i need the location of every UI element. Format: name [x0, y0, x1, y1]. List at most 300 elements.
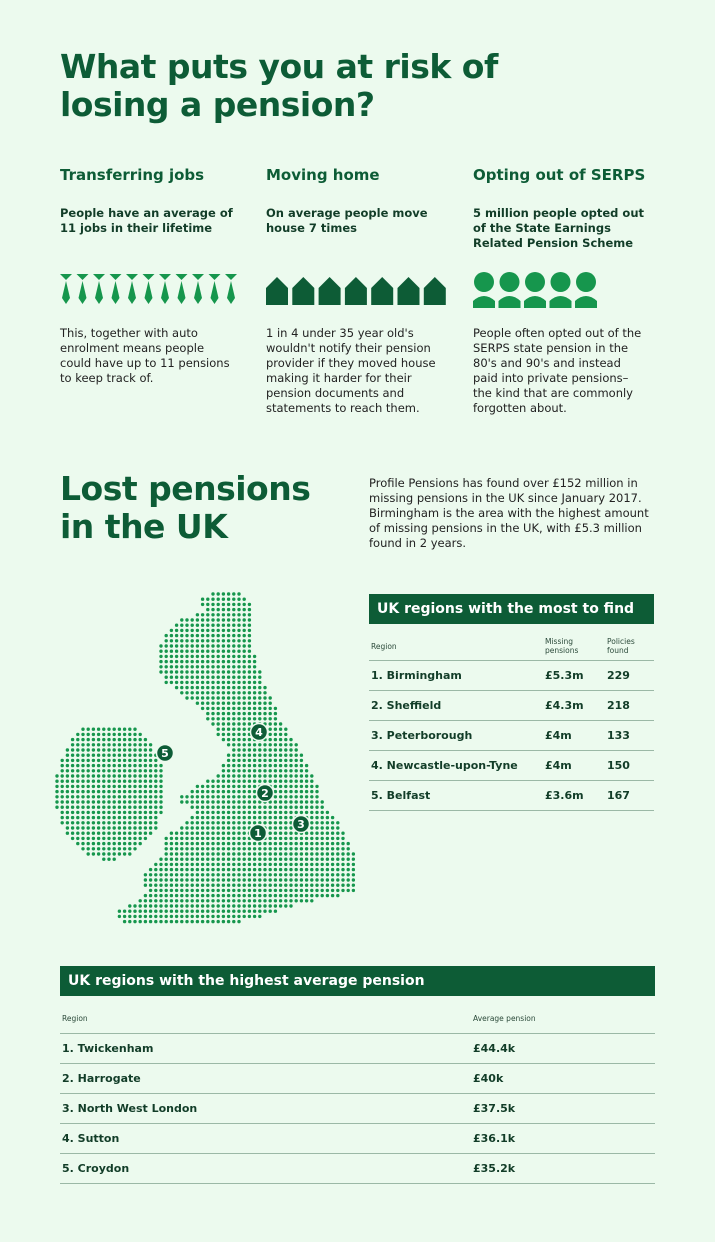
map-dot: [185, 894, 188, 897]
map-dot: [118, 821, 121, 824]
map-dot: [305, 785, 308, 788]
map-dot: [144, 904, 147, 907]
map-dot: [76, 764, 79, 767]
map-dot: [284, 759, 287, 762]
map-dot: [191, 858, 194, 861]
map-dot: [113, 832, 116, 835]
map-dot: [87, 837, 90, 840]
map-dot: [211, 603, 214, 606]
map-dot: [81, 764, 84, 767]
map-dot: [118, 738, 121, 741]
map-dot: [321, 826, 324, 829]
map-dot: [279, 816, 282, 819]
map-dot: [211, 800, 214, 803]
map-dot: [289, 889, 292, 892]
risk-stat: People have an average of 11 jobs in their lifetime: [60, 206, 233, 235]
map-dot: [71, 800, 74, 803]
map-dot: [237, 608, 240, 611]
map-dot: [248, 868, 251, 871]
map-dot: [263, 759, 266, 762]
map-dot: [274, 754, 277, 757]
map-dot: [154, 774, 157, 777]
map-dot: [217, 717, 220, 720]
map-dot: [279, 738, 282, 741]
policies-value: 229: [607, 669, 630, 682]
map-dot: [139, 795, 142, 798]
map-dot: [87, 780, 90, 783]
map-dot: [206, 624, 209, 627]
map-dot: [133, 920, 136, 923]
map-dot: [227, 696, 230, 699]
map-dot: [139, 904, 142, 907]
map-dot: [253, 743, 256, 746]
map-dot: [326, 821, 329, 824]
map-dot: [201, 837, 204, 840]
map-dot: [211, 598, 214, 601]
map-dot: [165, 884, 168, 887]
map-dot: [113, 847, 116, 850]
map-dot: [331, 852, 334, 855]
map-dot: [253, 702, 256, 705]
map-dot: [237, 748, 240, 751]
map-dot: [274, 873, 277, 876]
map-dot: [253, 681, 256, 684]
map-dot: [331, 816, 334, 819]
map-dot: [237, 884, 240, 887]
marker-label: 2: [261, 787, 269, 800]
region-name: 5. Croydon: [62, 1162, 130, 1175]
map-dot: [87, 790, 90, 793]
map-dot: [289, 759, 292, 762]
tie-icon: [60, 274, 72, 304]
map-dot: [217, 910, 220, 913]
map-dot: [133, 769, 136, 772]
map-dot: [289, 806, 292, 809]
map-dot: [263, 702, 266, 705]
map-dot: [175, 670, 178, 673]
map-dot: [107, 790, 110, 793]
map-dot: [201, 660, 204, 663]
map-dot: [279, 759, 282, 762]
map-dot: [279, 795, 282, 798]
map-dot: [222, 821, 225, 824]
map-dot: [139, 743, 142, 746]
map-dot: [274, 832, 277, 835]
map-dot: [258, 759, 261, 762]
map-dot: [269, 816, 272, 819]
map-dot: [66, 826, 69, 829]
map-dot: [284, 832, 287, 835]
map-dot: [217, 884, 220, 887]
person-icon: [575, 272, 597, 308]
map-dot: [232, 821, 235, 824]
map-dot: [248, 660, 251, 663]
map-dot: [243, 743, 246, 746]
col-region: Region: [371, 642, 397, 651]
map-dot: [149, 806, 152, 809]
map-dot: [269, 733, 272, 736]
map-dot: [139, 754, 142, 757]
map-dot: [300, 759, 303, 762]
map-dot: [232, 707, 235, 710]
house-icon: [424, 277, 446, 305]
map-dot: [123, 769, 126, 772]
map-dot: [263, 691, 266, 694]
map-dot: [222, 603, 225, 606]
map-dot: [118, 728, 121, 731]
map-dot: [227, 915, 230, 918]
map-dot: [149, 769, 152, 772]
map-dot: [123, 910, 126, 913]
map-dot: [248, 884, 251, 887]
map-dot: [326, 868, 329, 871]
map-dot: [237, 811, 240, 814]
map-dot: [185, 904, 188, 907]
map-dot: [201, 650, 204, 653]
map-dot: [284, 800, 287, 803]
map-dot: [154, 899, 157, 902]
table-row: [60, 1154, 655, 1184]
map-dot: [279, 863, 282, 866]
map-dot: [123, 842, 126, 845]
map-dot: [185, 665, 188, 668]
map-dot: [232, 837, 235, 840]
map-dot: [165, 858, 168, 861]
map-dot: [92, 759, 95, 762]
map-dot: [180, 681, 183, 684]
map-dot: [237, 717, 240, 720]
map-dot: [196, 884, 199, 887]
map-dot: [128, 837, 131, 840]
map-dot: [274, 712, 277, 715]
map-dot: [185, 837, 188, 840]
map-dot: [87, 806, 90, 809]
map-dot: [232, 634, 235, 637]
map-dot: [55, 806, 58, 809]
map-dot: [154, 868, 157, 871]
map-dot: [222, 712, 225, 715]
map-dot: [81, 847, 84, 850]
map-dot: [274, 910, 277, 913]
map-dot: [211, 629, 214, 632]
map-dot: [185, 686, 188, 689]
map-dot: [243, 639, 246, 642]
map-dot: [341, 884, 344, 887]
map-dot: [295, 769, 298, 772]
map-dot: [263, 873, 266, 876]
map-dot: [237, 650, 240, 653]
map-dot: [253, 785, 256, 788]
map-dot: [113, 785, 116, 788]
map-dot: [258, 858, 261, 861]
map-dot: [258, 806, 261, 809]
map-dot: [191, 644, 194, 647]
map-dot: [185, 681, 188, 684]
map-dot: [87, 795, 90, 798]
map-dot: [180, 899, 183, 902]
map-dot: [211, 608, 214, 611]
map-dot: [243, 842, 246, 845]
map-dot: [118, 790, 121, 793]
map-dot: [310, 837, 313, 840]
map-dot: [55, 785, 58, 788]
map-dot: [315, 863, 318, 866]
map-dot: [347, 847, 350, 850]
map-dot: [113, 842, 116, 845]
map-dot: [87, 826, 90, 829]
map-dot: [206, 634, 209, 637]
map-dot: [175, 681, 178, 684]
map-dot: [92, 832, 95, 835]
map-dot: [97, 821, 100, 824]
map-dot: [201, 634, 204, 637]
map-dot: [217, 665, 220, 668]
map-dot: [113, 826, 116, 829]
map-dot: [274, 852, 277, 855]
map-dot: [118, 733, 121, 736]
map-dot: [76, 743, 79, 746]
map-dot: [144, 774, 147, 777]
region-name: 4. Sutton: [62, 1132, 120, 1145]
map-dot: [336, 894, 339, 897]
map-dot: [222, 676, 225, 679]
map-dot: [227, 837, 230, 840]
map-dot: [144, 832, 147, 835]
map-dot: [232, 811, 235, 814]
map-dot: [232, 790, 235, 793]
map-dot: [243, 598, 246, 601]
map-dot: [315, 821, 318, 824]
map-dot: [201, 821, 204, 824]
map-dot: [175, 899, 178, 902]
map-dot: [102, 754, 105, 757]
average-value: £36.1k: [473, 1132, 516, 1145]
map-dot: [128, 847, 131, 850]
map-dot: [154, 780, 157, 783]
map-dot: [66, 790, 69, 793]
map-dot: [170, 681, 173, 684]
map-dot: [284, 863, 287, 866]
map-dot: [341, 868, 344, 871]
map-dot: [118, 842, 121, 845]
map-dot: [191, 832, 194, 835]
map-dot: [279, 806, 282, 809]
map-dot: [165, 920, 168, 923]
map-dot: [206, 806, 209, 809]
region-name: 5. Belfast: [371, 789, 431, 802]
map-dot: [279, 733, 282, 736]
map-dot: [336, 889, 339, 892]
map-dot: [71, 769, 74, 772]
map-dot: [269, 910, 272, 913]
map-dot: [191, 899, 194, 902]
map-dot: [180, 873, 183, 876]
map-dot: [97, 764, 100, 767]
map-dot: [206, 785, 209, 788]
map-dot: [237, 858, 240, 861]
map-dot: [170, 837, 173, 840]
map-dot: [331, 821, 334, 824]
map-dot: [248, 795, 251, 798]
map-dot: [201, 670, 204, 673]
map-dot: [300, 769, 303, 772]
map-dot: [222, 790, 225, 793]
map-dot: [321, 858, 324, 861]
map-dot: [144, 873, 147, 876]
map-dot: [180, 665, 183, 668]
map-dot: [295, 899, 298, 902]
map-dot: [175, 655, 178, 658]
map-dot: [144, 769, 147, 772]
map-dot: [185, 873, 188, 876]
map-dot: [196, 915, 199, 918]
map-dot: [102, 842, 105, 845]
map-dot: [211, 686, 214, 689]
map-dot: [248, 754, 251, 757]
map-dot: [113, 759, 116, 762]
map-dot: [315, 894, 318, 897]
map-dot: [76, 769, 79, 772]
map-dot: [258, 873, 261, 876]
map-dot: [284, 769, 287, 772]
map-dot: [305, 899, 308, 902]
map-dot: [269, 847, 272, 850]
map-dot: [97, 852, 100, 855]
map-dot: [196, 790, 199, 793]
map-dot: [295, 806, 298, 809]
map-dot: [196, 806, 199, 809]
map-dot: [227, 764, 230, 767]
map-dot: [237, 655, 240, 658]
map-dot: [92, 748, 95, 751]
map-dot: [133, 826, 136, 829]
map-dot: [154, 806, 157, 809]
map-dot: [336, 863, 339, 866]
map-dot: [128, 806, 131, 809]
map-dot: [165, 655, 168, 658]
map-dot: [144, 759, 147, 762]
map-dot: [341, 837, 344, 840]
map-dot: [201, 603, 204, 606]
map-dot: [191, 676, 194, 679]
map-dot: [196, 904, 199, 907]
map-dot: [191, 696, 194, 699]
map-dot: [232, 795, 235, 798]
map-dot: [159, 785, 162, 788]
map-dot: [305, 800, 308, 803]
map-dot: [232, 603, 235, 606]
map-dot: [81, 733, 84, 736]
map-dot: [347, 863, 350, 866]
map-dot: [222, 863, 225, 866]
map-dot: [331, 894, 334, 897]
map-dot: [237, 790, 240, 793]
map-dot: [154, 811, 157, 814]
map-dot: [237, 722, 240, 725]
map-dot: [81, 842, 84, 845]
map-dot: [237, 847, 240, 850]
map-dot: [185, 629, 188, 632]
average-value: £35.2k: [473, 1162, 516, 1175]
map-dot: [201, 707, 204, 710]
map-dot: [222, 806, 225, 809]
table-title: UK regions with the highest average pension: [60, 966, 655, 996]
map-dot: [237, 785, 240, 788]
map-dot: [71, 832, 74, 835]
map-dot: [211, 832, 214, 835]
map-dot: [232, 873, 235, 876]
map-dot: [232, 920, 235, 923]
map-dot: [196, 670, 199, 673]
map-dot: [227, 868, 230, 871]
map-dot: [149, 774, 152, 777]
map-dot: [206, 613, 209, 616]
map-dot: [139, 733, 142, 736]
map-dot: [102, 769, 105, 772]
map-dot: [263, 904, 266, 907]
map-dot: [274, 728, 277, 731]
map-dot: [154, 764, 157, 767]
map-dot: [180, 847, 183, 850]
map-dot: [300, 764, 303, 767]
map-dot: [97, 738, 100, 741]
map-dot: [71, 738, 74, 741]
map-dot: [284, 894, 287, 897]
marker-label: 5: [161, 747, 169, 760]
map-dot: [232, 847, 235, 850]
map-dot: [61, 785, 64, 788]
map-dot: [315, 889, 318, 892]
map-dot: [87, 811, 90, 814]
map-dot: [315, 800, 318, 803]
map-dot: [258, 863, 261, 866]
map-dot: [253, 894, 256, 897]
map-dot: [248, 785, 251, 788]
map-dot: [180, 910, 183, 913]
map-dot: [310, 816, 313, 819]
map-dot: [159, 915, 162, 918]
map-dot: [76, 795, 79, 798]
map-dot: [81, 800, 84, 803]
map-dot: [222, 650, 225, 653]
map-dot: [279, 852, 282, 855]
map-dot: [55, 795, 58, 798]
map-dot: [300, 774, 303, 777]
map-dot: [222, 686, 225, 689]
map-dot: [196, 863, 199, 866]
map-dot: [61, 764, 64, 767]
map-dot: [92, 785, 95, 788]
map-dot: [149, 878, 152, 881]
map-dot: [87, 733, 90, 736]
map-dot: [149, 899, 152, 902]
map-dot: [92, 821, 95, 824]
map-dot: [237, 660, 240, 663]
house-icon: [319, 277, 341, 305]
map-dot: [243, 832, 246, 835]
map-dot: [206, 920, 209, 923]
map-dot: [232, 884, 235, 887]
map-dot: [347, 884, 350, 887]
map-dot: [128, 774, 131, 777]
map-dot: [237, 681, 240, 684]
map-dot: [175, 629, 178, 632]
map-dot: [227, 712, 230, 715]
map-dot: [310, 878, 313, 881]
map-dot: [180, 686, 183, 689]
map-dot: [274, 878, 277, 881]
map-dot: [237, 769, 240, 772]
